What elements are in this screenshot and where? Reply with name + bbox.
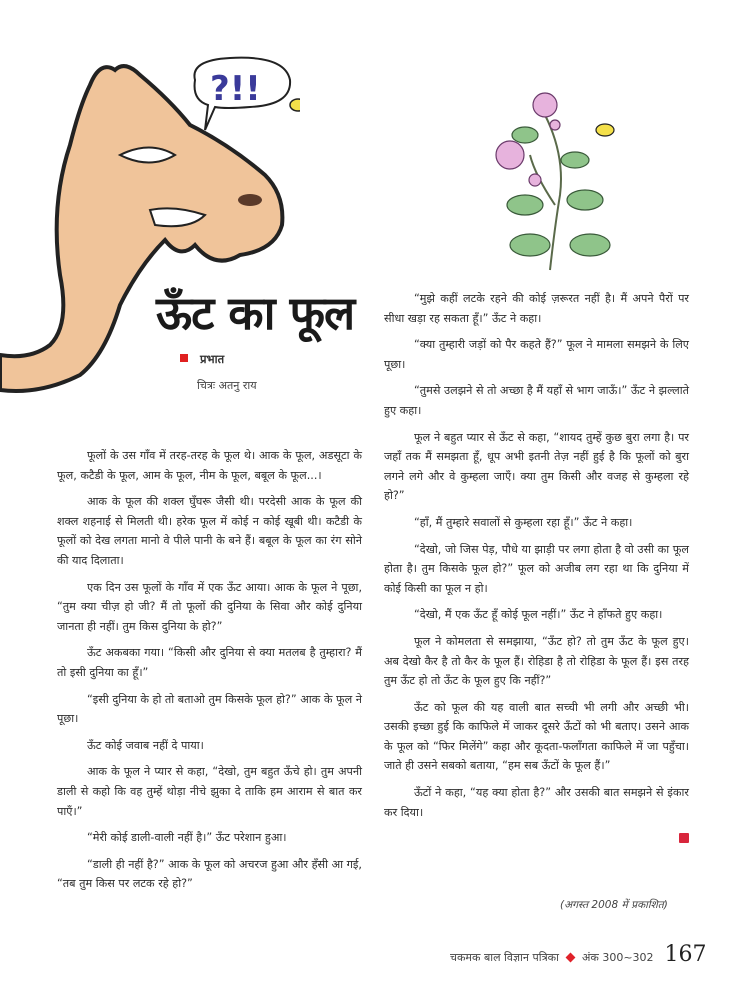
paragraph: ऊँट कोई जवाब नहीं दे पाया। <box>87 738 204 752</box>
paragraph: “क्या तुम्हारी जड़ों को पैर कहते हैं?” फूल ने मामला समझने के लिए पूछा। <box>384 338 689 371</box>
paragraph: “देखो, मैं एक ऊँट हूँ कोई फूल नहीं।” ऊँट ने हाँफते हुए कहा। <box>414 608 663 622</box>
paragraph: फूल ने बहुत प्यार से ऊँट से कहा, “शायद तुम्हें कुछ बुरा लगा है। पर जहाँ तक मैं समझता हूँ, धूप अभी इतनी तेज़ नहीं हुई है कि फूलों को बुरा लगने लगे और वे कुम्हला जाएँ। क्या तुम किसी और वजह से कुम्हला रहे हो?” <box>384 430 689 503</box>
bee-icon <box>290 99 300 111</box>
paragraph: “मुझे कहीं लटके रहने की कोई ज़रूरत नहीं है। मैं अपने पैरों पर सीधा खड़ा रह सकता हूँ।” ऊँट ने कहा। <box>384 292 689 325</box>
page-footer <box>450 942 707 967</box>
red-square-bullet-icon <box>180 354 188 362</box>
paragraph: ऊँट अकबका गया। “किसी और दुनिया से क्या मतलब है तुम्हारा? मैं तो इसी दुनिया का हूँ।” <box>57 646 362 679</box>
paragraph: फूल ने कोमलता से समझाया, “ऊँट हो? तो तुम ऊँट के फूल हुए। अब देखो कैर है तो कैर के फूल हैं। रोहिडा है तो रोहिडा के फूल हैं। इस तरह तुम ऊँट हो तो ऊँट के फूल हुए कि नहीं?” <box>384 634 689 688</box>
paragraph: ऊँटों ने कहा, “यह क्या होता है?” और उसकी बात समझने से इंकार कर दिया। <box>384 786 689 819</box>
bee-icon <box>596 124 614 136</box>
paragraph: “हाँ, मैं तुम्हारे सवालों से कुम्हला रहा हूँ।” ऊँट ने कहा। <box>414 515 633 529</box>
end-of-article-icon <box>679 833 689 843</box>
right-column-text <box>384 289 689 843</box>
left-column-text <box>57 446 362 901</box>
magazine-name: चकमक बाल विज्ञान पत्रिका <box>450 951 559 964</box>
paragraph: फूलों के उस गाँव में तरह-तरह के फूल थे। आक के फूल, अडसूटा के फूल, कटैडी के फूल, आम के फूल, नीम के फूल, बबूल के फूल...। <box>57 449 362 482</box>
article-title: ऊँट का फूल <box>156 286 355 340</box>
paragraph: एक दिन उस फूलों के गाँव में एक ऊँट आया। आक के फूल ने पूछा, “तुम क्या चीज़ हो जी? मैं तो फूलों की दुनिया के सिवा और कोई दुनिया जानता ही नहीं। तुम किस दुनिया के हो?” <box>57 580 362 633</box>
paragraph: “देखो, जो जिस पेड़, पौधे या झाड़ी पर लगा होता है वो उसी का फूल होता है। तुम किसके फूल हो?” फूल को अजीब लग रहा था कि दुनिया में कोई किसी का फूल न हो। <box>384 542 689 595</box>
page-number: 167 <box>664 942 707 967</box>
author-name: प्रभात <box>200 352 225 366</box>
paragraph: “डाली ही नहीं है?” आक के फूल को अचरज हुआ और हँसी आ गई, “तब तुम किस पर लटक रहे हो?” <box>57 857 362 891</box>
issue-number: अंक 300~302 <box>581 951 654 964</box>
flower-plant-illustration <box>480 85 630 275</box>
paragraph: “इसी दुनिया के हो तो बताओ तुम किसके फूल हो?” आक के फूल ने पूछा। <box>57 692 362 726</box>
paragraph: आक के फूल ने प्यार से कहा, “देखो, तुम बहुत ऊँचे हो। तुम अपनी डाली से कहो कि वह तुम्हें थोड़ा नीचे झुका दे ताकि हम आराम से बात कर पाएँ।” <box>57 765 362 818</box>
paragraph: “तुमसे उलझने से तो अच्छा है मैं यहाँ से भाग जाऊँ।” ऊँट ने झल्लाते हुए कहा। <box>384 384 689 417</box>
publication-note: (अगस्त 2008 में प्रकाशित) <box>560 899 668 911</box>
paragraph: आक के फूल की शक्ल घुँघरू जैसी थी। परदेसी आक के फूल की शक्ल शहनाई से मिलती थी। हरेक फूल में कोई न कोई खूबी थी। कटैडी के फूलों को देख लगता मानो वे पीले पानी के बने हैं। बबूल के फूल का रंग सोने की याद दिलाता। <box>57 495 362 567</box>
svg-text:?!!: ?!! <box>210 69 261 109</box>
paragraph: ऊँट को फूल की यह वाली बात सच्ची भी लगी और अच्छी भी। उसकी इच्छा हुई कि काफिले में जाकर दूसरे ऊँटों को भी बताए। उसने आक के फूल को “फिर मिलेंगे” कहा और कूदता-फलाँगता काफिले में जा पहुँचा। जाते ही उसने सबको बताया, “हम सब ऊँटों के फूल हैं।” <box>384 700 689 773</box>
red-diamond-icon <box>566 953 576 963</box>
illustration-credit: चित्रः अतनु राय <box>197 379 257 392</box>
paragraph: “मेरी कोई डाली-वाली नहीं है।” ऊँट परेशान हुआ। <box>87 831 287 845</box>
author-byline <box>180 352 224 367</box>
speech-bubble-icon <box>194 58 290 130</box>
